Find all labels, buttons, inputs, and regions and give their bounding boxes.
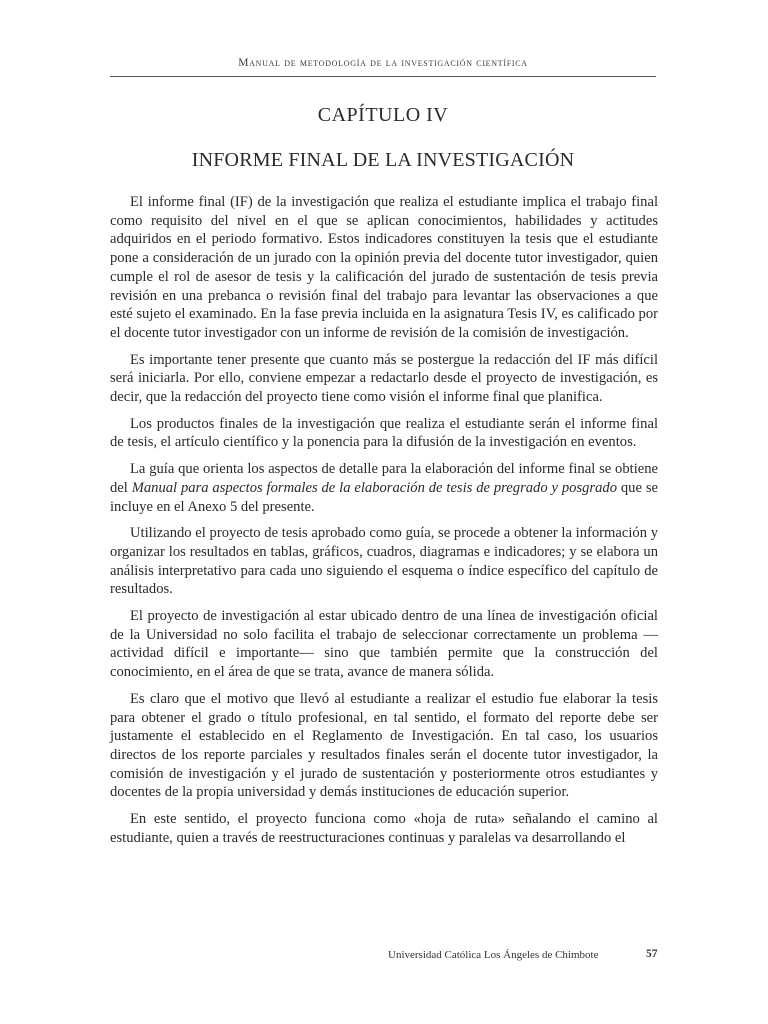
paragraph-5: Utilizando el proyecto de tesis aprobado como guía, se procede a obtener la información y organizar los resultados en tablas, gráficos, cuadros, diagramas e indicadores; y se elabora un análisis interpretativo para cada uno siguiendo el esquema o índice específico del capítulo de resultados.: [110, 525, 658, 598]
paragraph-4-text-start: La guía que orienta los aspectos de detalle para la elaboración del informe final se obtiene del: [110, 461, 658, 496]
page-number: 57: [646, 948, 658, 960]
chapter-title: INFORME FINAL DE LA INVESTIGACIÓN: [191, 149, 575, 171]
manual-title-italic: Manual para aspectos formales de la elaboración de tesis de pregrado y posgrado: [131, 479, 618, 496]
footer-institution: Universidad Católica Los Ángeles de Chimbote: [388, 949, 599, 961]
paragraph-4: [110, 460, 658, 516]
paragraph-3: Los productos finales de la investigación que realiza el estudiante serán el informe final de tesis, el artículo científico y la ponencia para la difusión de la investigación en eventos.: [110, 415, 658, 451]
header-divider: [110, 76, 656, 77]
paragraph-6: El proyecto de investigación al estar ubicado dentro de una línea de investigación oficial de la Universidad no solo facilita el trabajo de seleccionar correctamente un problema —actividad difícil e importante— sino que también permite que la construcción del conocimiento, en el área de que se trata, avance de manera sólida.: [110, 608, 658, 681]
chapter-number: CAPÍTULO IV: [317, 104, 449, 126]
running-header: Manual de metodología de la investigación científica: [238, 57, 528, 69]
body-text: [110, 193, 658, 856]
paragraph-7: Es claro que el motivo que llevó al estudiante a realizar el estudio fue elaborar la tesis para obtener el grado o título profesional, en tal sentido, el formato del reporte debe ser justamente el establecido en el Reglamento de Investigación. En tal caso, los usuarios directos de los reporte parciales y resultados finales serán el docente tutor investigador, la comisión de investigación y el jurado de sustentación y posteriormente otros estudiantes y docentes de la propia universidad y demás instituciones de educación superior.: [110, 690, 658, 801]
paragraph-1: El informe final (IF) de la investigación que realiza el estudiante implica el trabajo final como requisito del nivel en el que se aplican conocimientos, habilidades y actitudes adquiridos en el periodo formativo. Estos indicadores constituyen la tesis que el estudiante pone a consideración de un jurado con la opinión previa del docente tutor investigador, quien cumple el rol de asesor de tesis y la calificación del jurado de sustentación de tesis previa revisión en una prebanca o revisión final del trabajo para levantar las observaciones a que esté sujeto el examinado. En la fase previa incluida en la asignatura Tesis IV, es calificado por el docente tutor investigador con un informe de revisión de la comisión de investigación.: [110, 194, 658, 341]
paragraph-4-text-end: que se incluye en el Anexo 5 del presente.: [110, 479, 658, 515]
paragraph-8: En este sentido, el proyecto funciona como «hoja de ruta» señalando el camino al estudiante, quien a través de reestructuraciones continuas y paralelas va desarrollando el: [110, 811, 658, 846]
paragraph-2: Es importante tener presente que cuanto más se postergue la redacción del IF más difícil será iniciarla. Por ello, conviene empezar a redactarlo desde el proyecto de investigación, es decir, que la redacción del proyecto tiene como visión el informe final que planifica.: [110, 351, 658, 406]
